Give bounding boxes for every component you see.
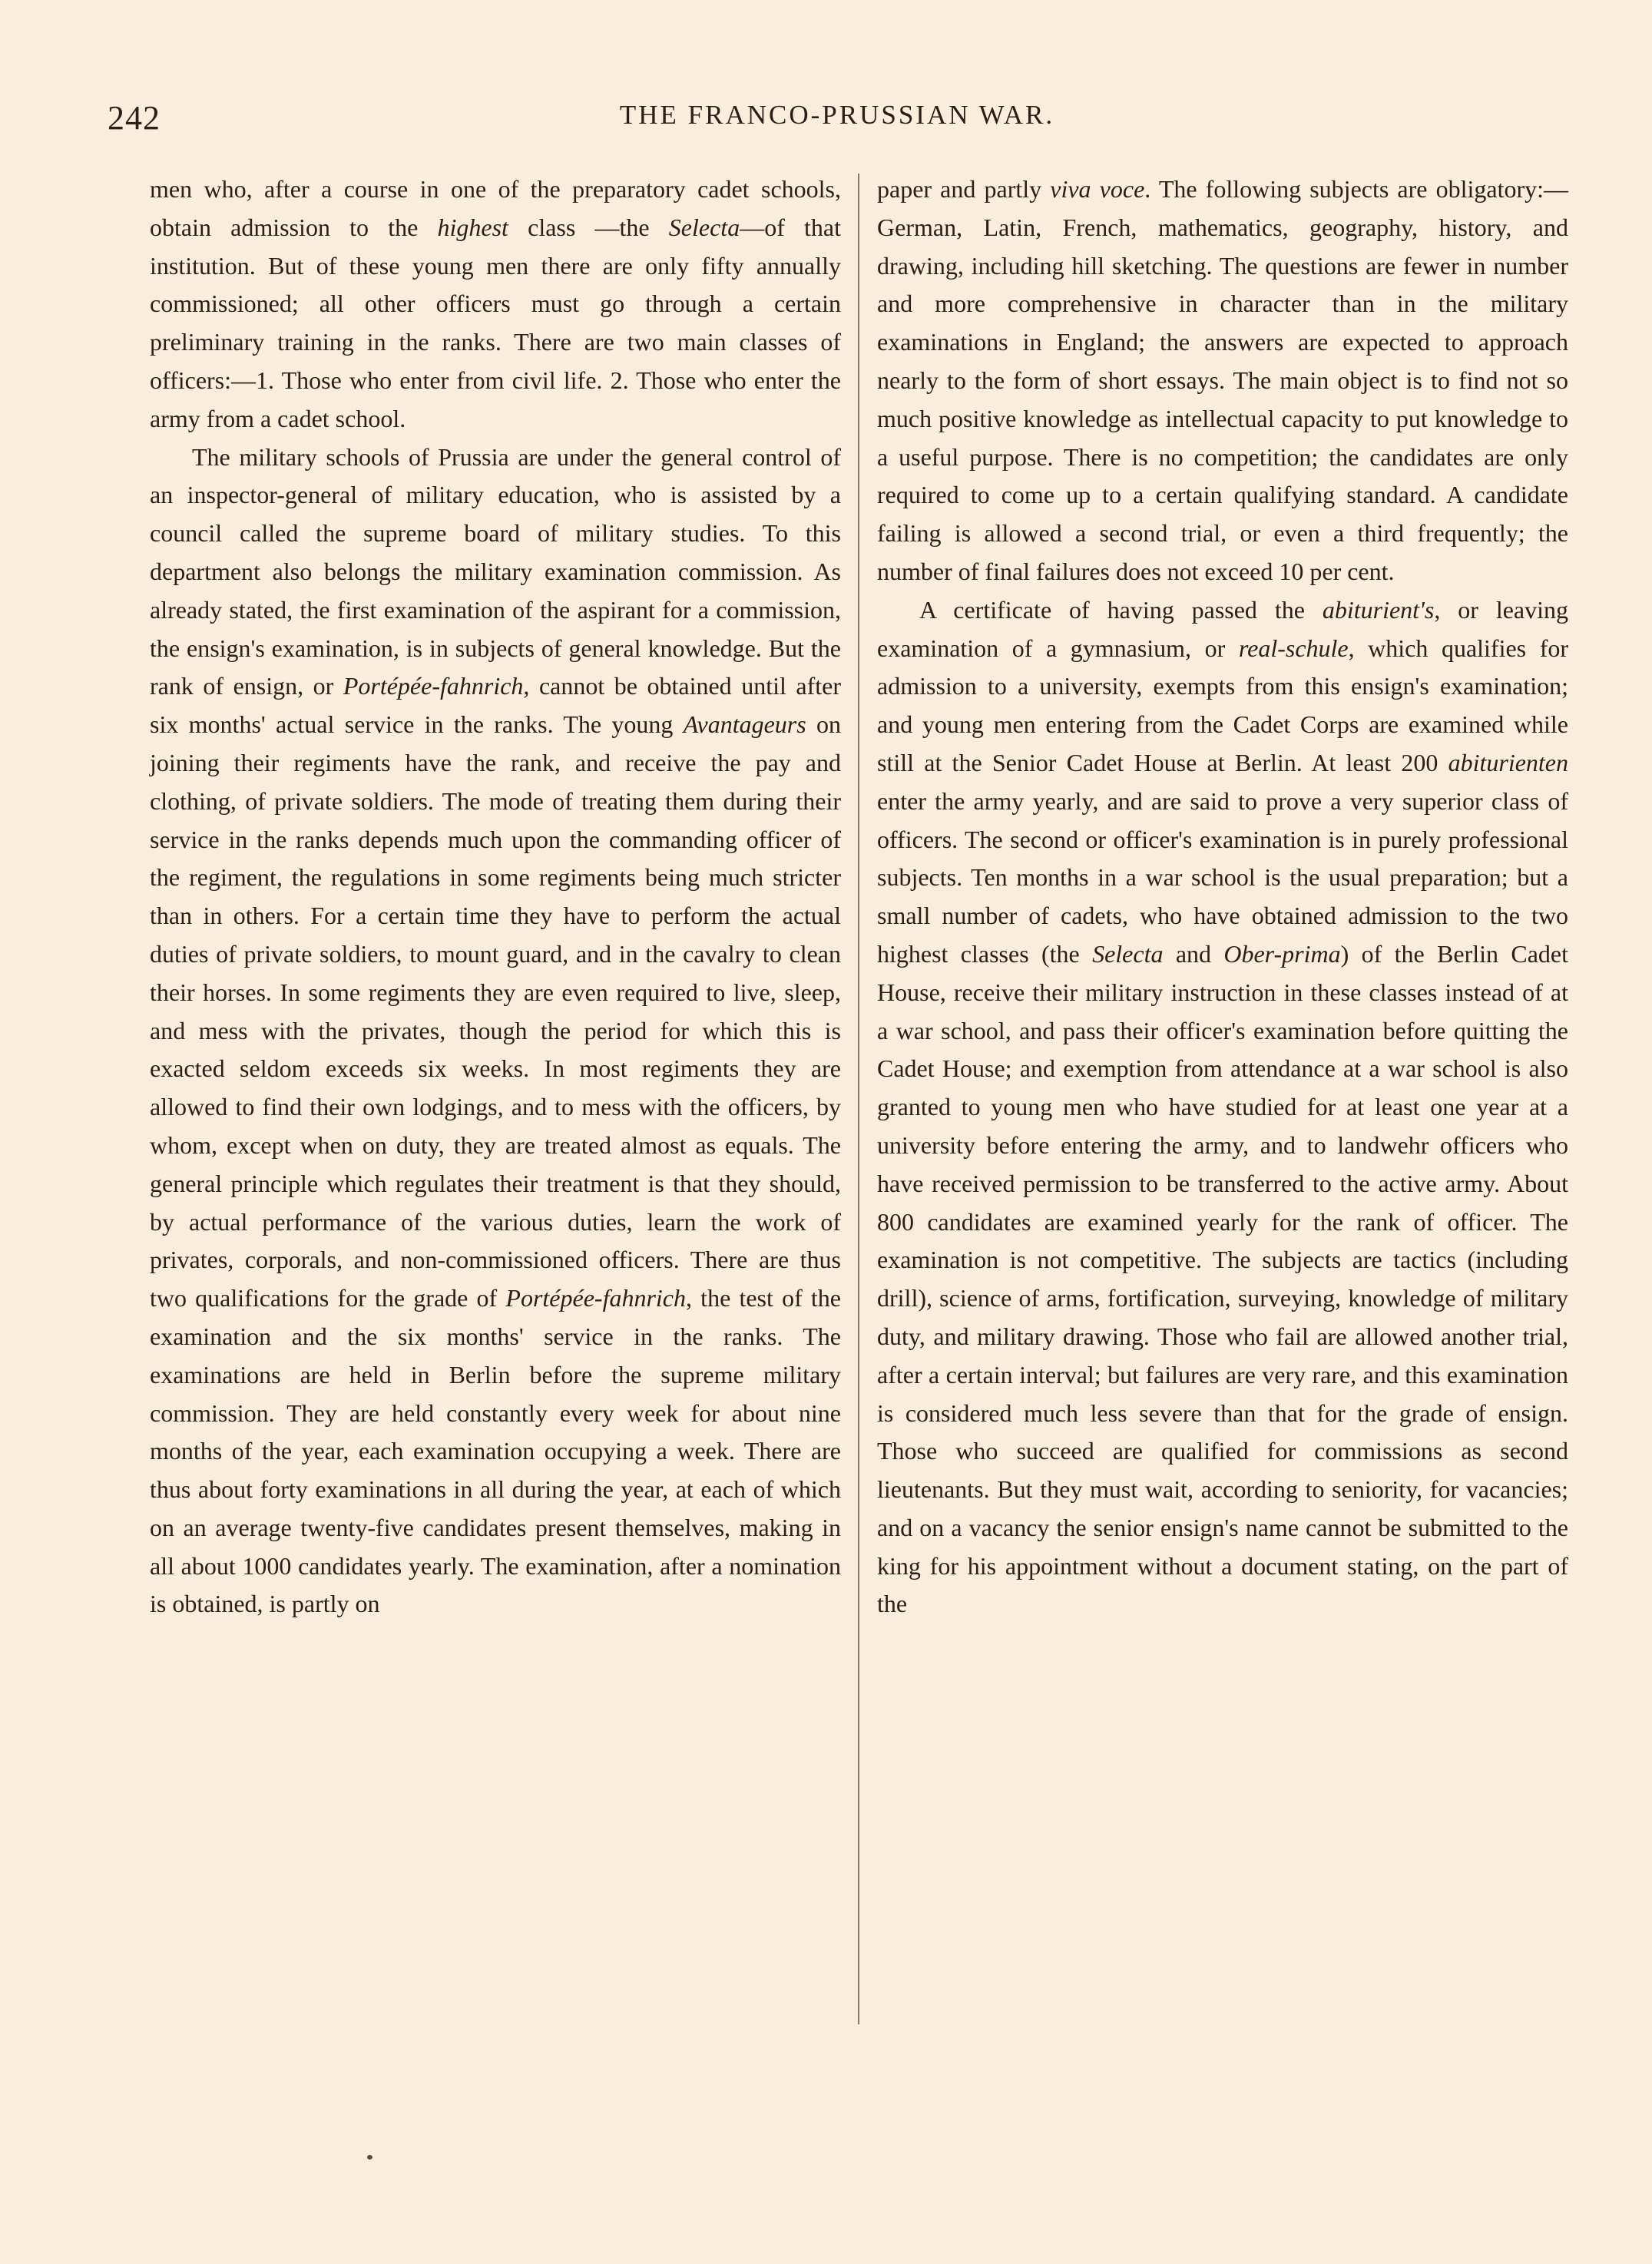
- text-run: paper and partly: [877, 175, 1051, 203]
- text-run: ) of the Berlin Cadet House, receive their military instruction in these classes instead of at a war school, and pass their officer's examination before quitting the Cadet House; and exemption from attendance at a war school is also granted to young men who have studied for at least one year at a university before entering the army, and to landwehr officers who have received permission to be transferred to the active army. About 800 candidates are examined yearly for the rank of officer. The examination is not competitive. The subjects are tactics (including drill), science of arms, fortification, surveying, knowledge of military duty, and military drawing. Those who fail are allowed another trial, after a certain interval; but failures are very rare, and this examination is considered much less severe than that for the grade of ensign. Those who succeed are qualified for commissions as second lieutenants. But they must wait, according to seniority, for vacancies; and on a vacancy the senior ensign's name cannot be submitted to the king for his appointment without a document stating, on the part of the: [877, 939, 1568, 1618]
- italic-text: Portépée-fahnrich: [505, 1284, 686, 1312]
- left-column: [150, 170, 841, 1624]
- italic-text: Portépée-fahnrich: [343, 672, 524, 700]
- italic-text: viva voce: [1050, 175, 1145, 203]
- italic-text: Ober-prima: [1223, 939, 1341, 968]
- text-run: , or leaving examination of a gymnasium, or: [877, 595, 1568, 662]
- text-run: men who, after a course in one of the preparatory cadet schools, obtain admission to the: [150, 175, 841, 241]
- page-number: 242: [108, 99, 161, 137]
- italic-text: Avantageurs: [683, 710, 806, 739]
- right-column: [877, 170, 1568, 1624]
- text-run: class —the: [508, 213, 669, 241]
- italic-text: highest: [437, 213, 508, 241]
- column-divider: [858, 174, 859, 2024]
- paragraph: [150, 439, 841, 1624]
- italic-text: Selecta: [1092, 939, 1164, 968]
- text-run: and: [1163, 939, 1224, 968]
- italic-text: abiturient's: [1322, 595, 1435, 624]
- text-run: enter the army yearly, and are said to prove a very superior class of officers. The second or officer's examination is in purely professional subjects. Ten months in a war school is the usual preparation; but a small number of cadets, who have obtained admission to the two highest classes (the: [877, 786, 1568, 968]
- page-header: [108, 98, 1567, 144]
- paragraph: [150, 170, 841, 439]
- text-run: on joining their regiments have the rank, and receive the pay and clothing, of private soldiers. The mode of treating them during their service in the ranks depends much upon the commanding officer of the regiment, the regulations in some regiments being much stricter than in others. For a certain time they have to perform the actual duties of private soldiers, to mount guard, and in the cavalry to clean their horses. In some regiments they are even required to live, sleep, and mess with the privates, though the period for which this is exacted seldom exceeds six weeks. In most regiments they are allowed to find their own lodgings, and to mess with the officers, by whom, except when on duty, they are treated almost as equals. The general principle which regulates their treatment is that they should, by actual performance of the various duties, learn the work of privates, corporals, and non-commissioned officers. There are thus two qualifications for the grade of: [150, 710, 842, 1312]
- running-title: THE FRANCO-PRUSSIAN WAR.: [619, 100, 1055, 130]
- italic-text: Selecta: [668, 213, 740, 241]
- text-run: A certificate of having passed the: [919, 595, 1323, 624]
- text-run: . The following subjects are obligatory:—German, Latin, French, mathematics, geography, history, and drawing, including hill sketching. The questions are fewer in number and more comprehensive in character than in the military examinations in England; the answers are expected to approach nearly to the form of short essays. The main object is to find not so much positive knowledge as intellectual capacity to put knowledge to a useful purpose. There is no competition; the candidates are only required to come up to a certain qualifying standard. A candidate failing is allowed a second trial, or even a third frequently; the number of final failures does not exceed 10 per cent.: [877, 175, 1569, 585]
- italic-text: real-schule: [1238, 634, 1349, 662]
- text-run: , cannot be obtained until after six months' actual service in the ranks. The young: [150, 672, 842, 739]
- text-run: , the test of the examination and the six months' service in the ranks. The examinations are held in Berlin before the supreme military commission. They are held constantly every week for about nine months of the year, each examination occupying a week. There are thus about forty examinations in all during the year, at each of which on an average twenty-five candidates present themselves, making in all about 1000 candidates yearly. The examination, after a nomination is obtained, is partly on: [150, 1284, 842, 1618]
- text-run: , which qualifies for admission to a university, exempts from this ensign's examination; and young men entering from the Cadet Corps are examined while still at the Senior Cadet House at Berlin. At least 200: [877, 634, 1569, 776]
- paragraph: [877, 170, 1568, 591]
- text-run: The military schools of Prussia are under the general control of an inspector-general of military education, who is assisted by a council called the supreme board of military studies. To this department also belongs the military examination commission. As already stated, the first examination of the aspirant for a commission, the ensign's examination, is in subjects of general knowledge. But the rank of ensign, or: [150, 442, 841, 700]
- paragraph: [877, 591, 1568, 1624]
- text-run: —of that institution. But of these young men there are only fifty annually commissioned; all other officers must go through a certain preliminary training in the ranks. There are two main classes of officers:—1. Those who enter from civil life. 2. Those who enter the army from a cadet school.: [150, 213, 842, 432]
- italic-text: abiturienten: [1448, 748, 1568, 776]
- ink-speck: [367, 2155, 372, 2160]
